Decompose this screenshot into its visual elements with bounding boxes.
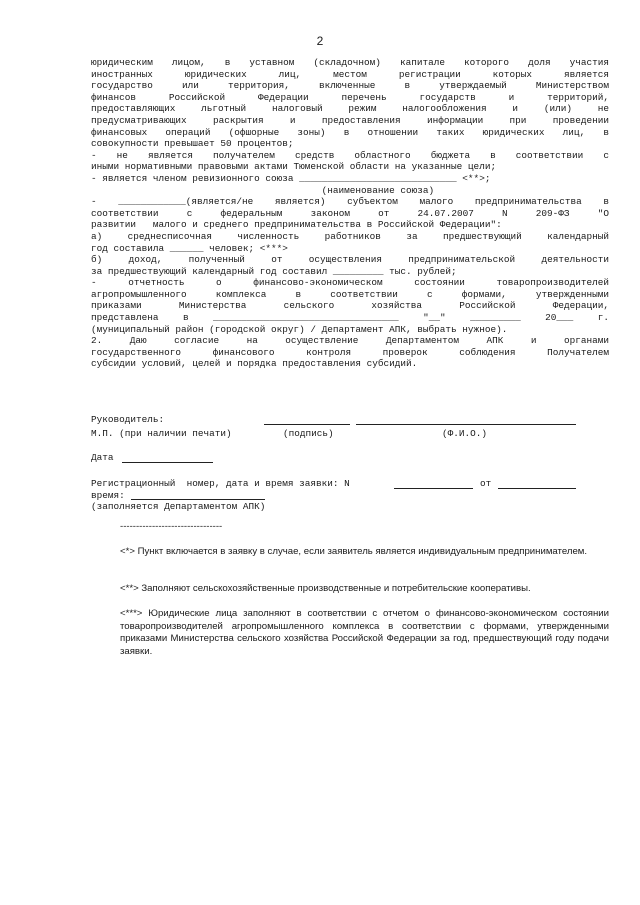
body-line: юридическим лицом, в уставном (складочном) капитале которого доля участия [91,57,609,68]
footnote-2-text: <**> Заполняют сельскохозяйственные производственные и потребительские кооперативы. [120,583,531,594]
body-line: год составила ______ человек; <***> [91,242,288,254]
footnote-separator: -------------------------------- [120,521,223,532]
registration-time-label: время: [91,490,125,501]
registration-from-label: от [480,478,492,489]
body-line: (муниципальный район (городской округ) / Департамент АПК, выбрать нужное). [91,323,508,335]
body-line: субсидии условий, целей и порядка предоставления субсидий. [91,358,418,370]
body-line: соответствии с федеральным законом от 24.07.2007 N 209-ФЗ "О [91,207,609,219]
footnote-3-text: <***> Юридические лица заполняют в соответствии с отчетом о финансово-экономическом состоянии товаропроизводителей агропромышленного комплекса в соответствии с формами, утвержденными приказами Министерства сельского хозяйства Российской Федерации за год, предшествующий году подачи заявки. [120,608,609,657]
date-label: Дата [91,452,114,463]
body-line: - является членом ревизионного союза ____________________________ <**>; [91,172,491,184]
body-line: а) среднесписочная численность работников за предшествующий календарный [91,230,609,242]
mp-label: М.П. (при наличии печати) [91,428,232,439]
body-line: (наименование союза) [91,184,435,196]
registration-label: Регистрационный номер, дата и время заявки: N [91,478,350,489]
footnote-1-text: <*> Пункт включается в заявку в случае, если заявитель является индивидуальным предпринимателем. [120,546,588,557]
body-line: - ____________(является/не является) субъектом малого предпринимательства в [91,196,609,208]
fio-line [356,424,576,425]
body-line: финансов Российской Федерации перечень государств и территорий, [91,91,609,103]
registration-date-line [498,488,576,489]
application-body-text [91,57,609,370]
signature-caption: (подпись) [283,428,334,439]
body-line: за предшествующий календарный год составил _________ тыс. рублей; [91,265,457,277]
body-line: государственного финансового контроля проверок соблюдения Получателем [91,346,609,358]
head-label: Руководитель: [91,414,165,425]
footnote-1 [120,546,609,559]
registration-note: (заполняется Департаментом АПК) [91,501,266,512]
body-line: - отчетность о финансово-экономическом состоянии товаропроизводителей [91,277,609,289]
body-line: 2. Даю согласие на осуществление Департаментом АПК и органами [91,335,609,347]
registration-time-line [131,499,265,500]
signature-line [264,424,350,425]
body-line: иностранных юридических лиц, местом регистрации которых является [91,68,609,80]
fio-caption: (Ф.И.О.) [442,428,488,439]
footnote-2 [120,583,609,596]
body-line: совокупности превышает 50 процентов; [91,138,294,150]
date-line [122,462,213,463]
body-line: агропромышленного комплекса в соответствии с формами, утвержденными [91,288,609,300]
page-number: 2 [316,34,324,48]
body-line: представлена в _________________________________ "__" _________ 20___ г. [91,312,609,324]
body-line: - не является получателем средств областного бюджета в соответствии с [91,149,609,161]
body-line: предусматривающих раскрытия и предоставления информации при проведении [91,114,609,126]
body-line: финансовых операций (офшорные зоны) в отношении таких юридических лиц, в [91,126,609,138]
body-line: иными нормативными правовыми актами Тюменской области на указанные цели; [91,161,497,173]
body-line: приказами Министерства сельского хозяйства Российской Федерации, [91,300,609,312]
footnote-3 [120,608,609,658]
body-line: государство или территория, включенные в утверждаемый Министерством [91,80,609,92]
body-line: б) доход, полученный от осуществления предпринимательской деятельности [91,254,609,266]
registration-number-line [394,488,473,489]
body-line: развитии малого и среднего предпринимательства в Российской Федерации": [91,219,502,231]
body-line: предоставляющих льготный налоговый режим налогообложения и (или) не [91,103,609,115]
